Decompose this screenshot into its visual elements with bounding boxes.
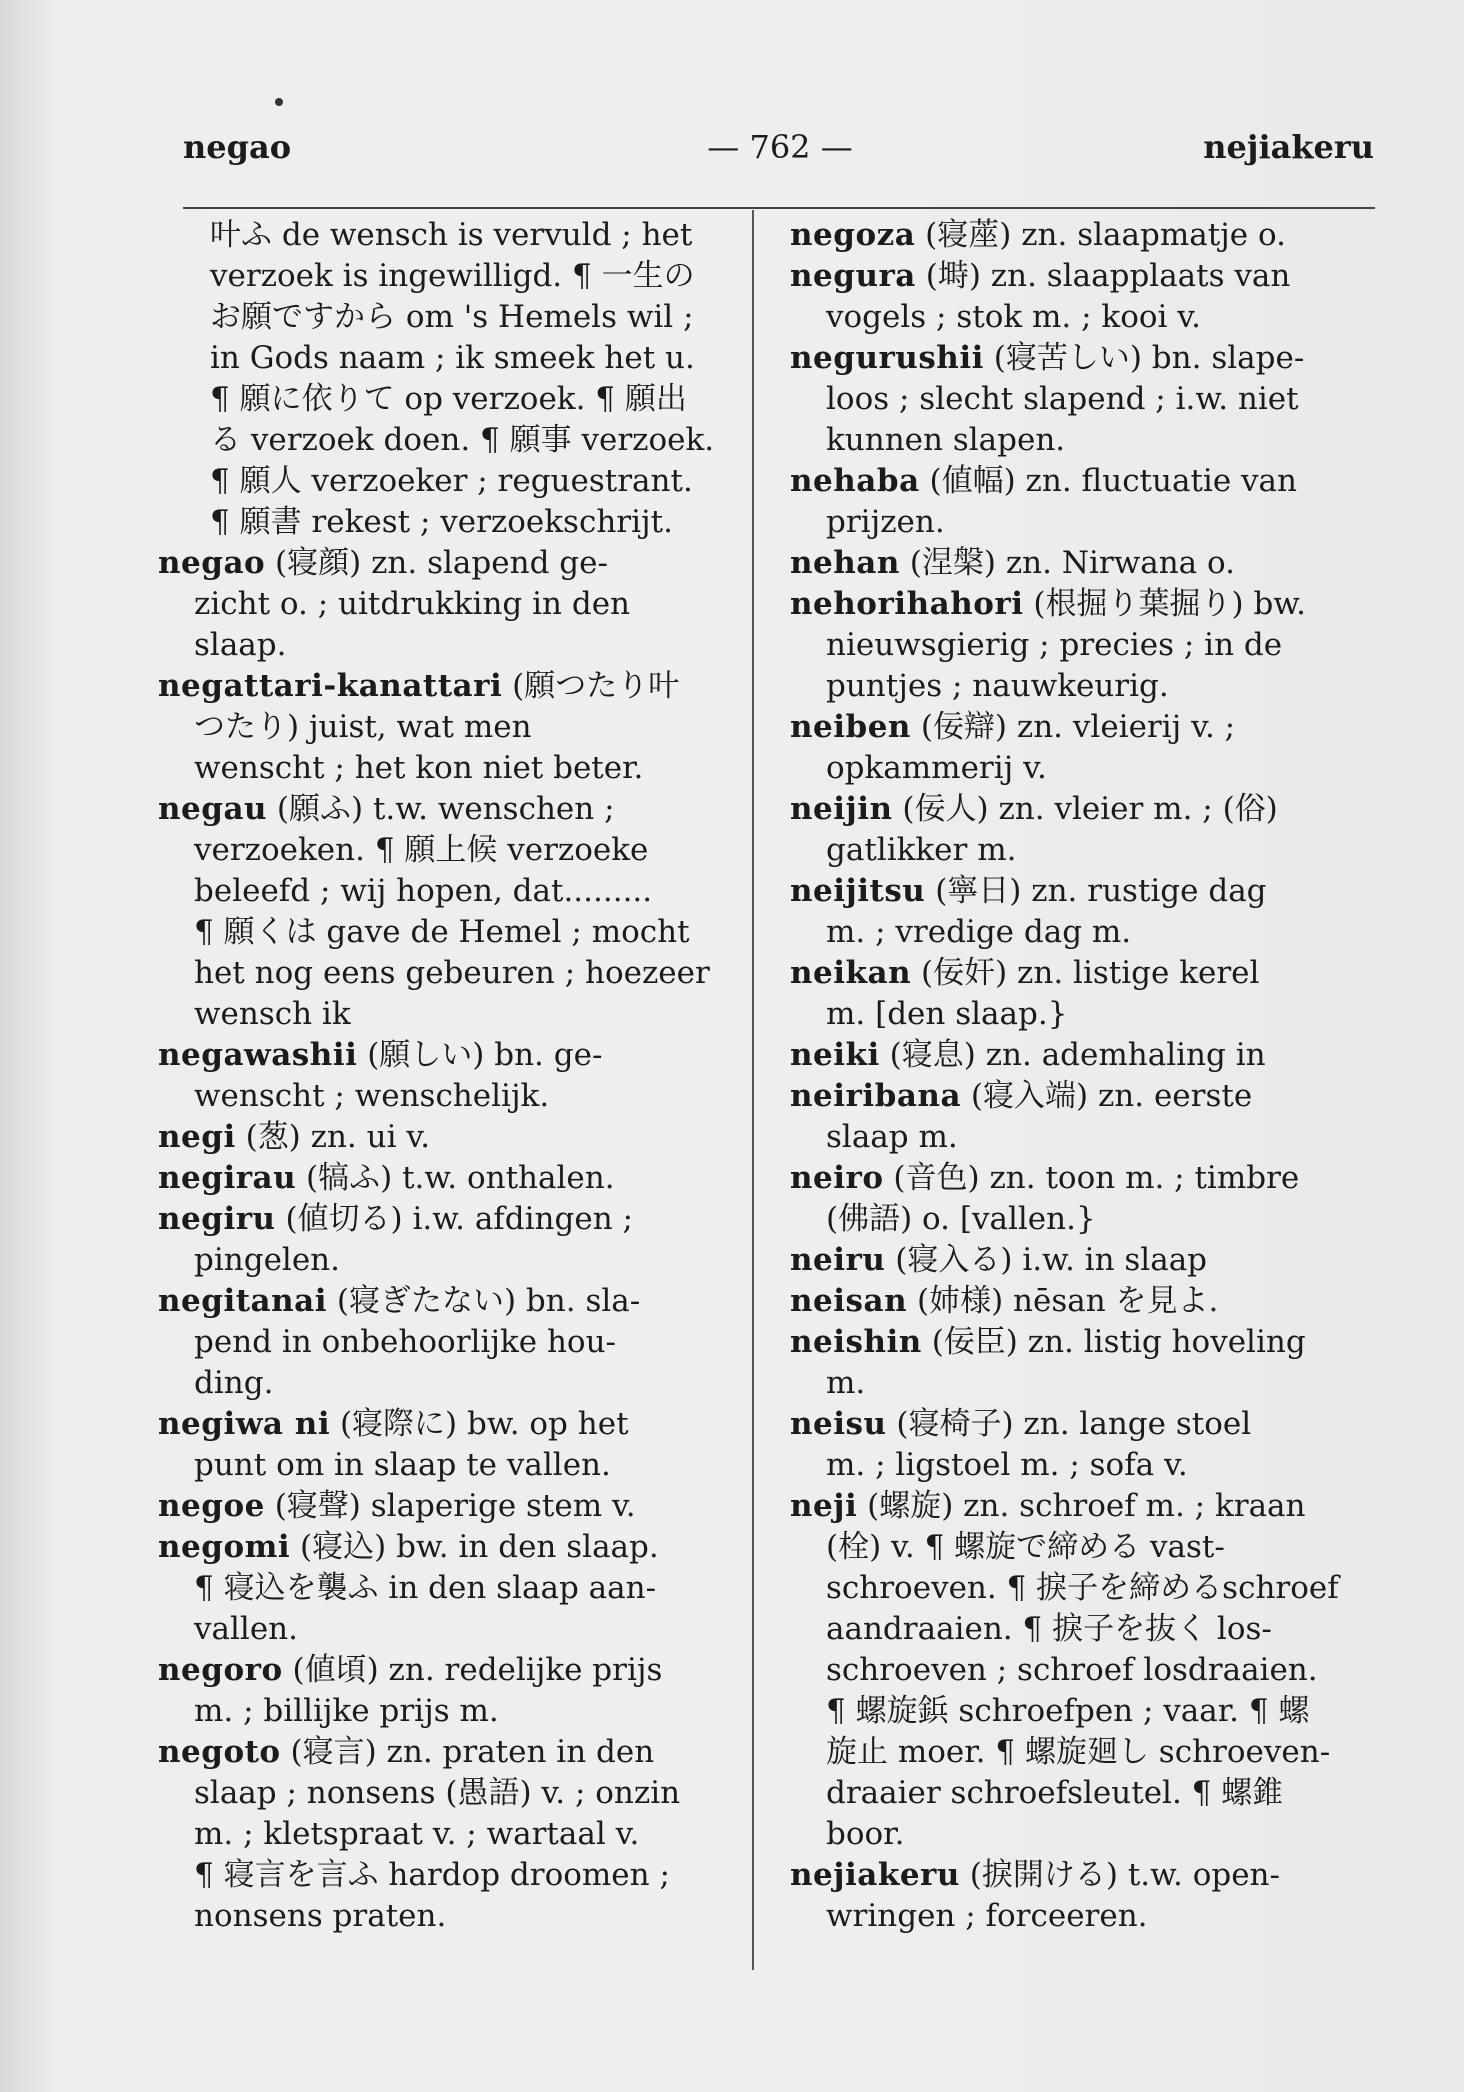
headword: negoza xyxy=(790,217,916,253)
entry-text: slaap. xyxy=(194,627,287,663)
continuation-line xyxy=(790,1814,1380,1855)
entry-text: お願ですから om 's Hemels wil ; xyxy=(210,299,694,335)
entry-text: (犒ふ) t.w. onthalen. xyxy=(296,1160,615,1196)
entry-line xyxy=(790,871,1380,912)
entry-text: verzoek is ingewilligd. ¶ 一生の xyxy=(210,258,695,294)
entry-line xyxy=(790,1240,1380,1281)
continuation-line xyxy=(790,1691,1380,1732)
headword: negoto xyxy=(158,1734,281,1770)
page-number: — 762 — xyxy=(707,128,853,166)
continuation-line xyxy=(790,1199,1380,1240)
entry-line xyxy=(158,1404,748,1445)
headword: negi xyxy=(158,1119,236,1155)
continuation-line xyxy=(790,297,1380,338)
entry-line xyxy=(790,215,1380,256)
entry-text: slaap ; nonsens (愚語) v. ; onzin xyxy=(194,1775,681,1811)
continuation-line xyxy=(158,748,748,789)
continuation-line xyxy=(158,953,748,994)
headword: neijitsu xyxy=(790,873,926,909)
ink-speck xyxy=(275,98,283,106)
continuation-line xyxy=(790,1445,1380,1486)
entry-text: aandraaien. ¶ 捩子を抜く los- xyxy=(826,1611,1272,1647)
header-rule xyxy=(183,207,1375,209)
continuation-line xyxy=(158,1076,748,1117)
headword: negomi xyxy=(158,1529,291,1565)
entry-text: m. ; billijke prijs m. xyxy=(194,1693,499,1729)
continuation-line xyxy=(158,1855,748,1896)
continuation-line xyxy=(158,1691,748,1732)
entry-text: nieuwsgierig ; precies ; in de xyxy=(826,627,1283,663)
entry-line xyxy=(790,1281,1380,1322)
entry-text: puntjes ; nauwkeurig. xyxy=(826,668,1169,704)
entry-text: ¶ 寝込を襲ふ in den slaap aan- xyxy=(194,1570,657,1606)
entry-text: (佞辯) zn. vleierij v. ; xyxy=(910,709,1236,745)
entry-text: ¶ 寝言を言ふ hardop droomen ; xyxy=(194,1857,670,1893)
entry-text: m. xyxy=(826,1365,866,1401)
headword: neiki xyxy=(790,1037,880,1073)
entry-text: (願しい) bn. ge- xyxy=(357,1037,603,1073)
headword: neishin xyxy=(790,1324,922,1360)
entry-text: wensch ik xyxy=(194,996,351,1032)
entry-text: ding. xyxy=(194,1365,274,1401)
headword: negoe xyxy=(158,1488,265,1524)
entry-text: (寝苦しい) bn. slape- xyxy=(983,340,1305,376)
headword: nehorihahori xyxy=(790,586,1024,622)
entry-text: loos ; slecht slapend ; i.w. niet xyxy=(826,381,1299,417)
headword: neisu xyxy=(790,1406,887,1442)
entry-line xyxy=(790,256,1380,297)
continuation-line xyxy=(158,830,748,871)
column-divider xyxy=(752,210,754,1970)
continuation-line xyxy=(158,1445,748,1486)
continuation-line xyxy=(158,707,748,748)
entry-text: つたり) juist, wat men xyxy=(194,709,532,745)
entry-text: m. ; ligstoel m. ; sofa v. xyxy=(826,1447,1188,1483)
headword: negawashii xyxy=(158,1037,358,1073)
entry-text: vogels ; stok m. ; kooi v. xyxy=(826,299,1201,335)
entry-text: (根掘り葉掘り) bw. xyxy=(1023,586,1306,622)
headword: nehaba xyxy=(790,463,920,499)
continuation-line xyxy=(158,1363,748,1404)
entry-text: in Gods naam ; ik smeek het u. xyxy=(210,340,695,376)
entry-text: ¶ 願書 rekest ; verzoekschrijt. xyxy=(210,504,673,540)
headword: neikan xyxy=(790,955,912,991)
entry-text: verzoeken. ¶ 願上候 verzoeke xyxy=(194,832,649,868)
headword: negiwa ni xyxy=(158,1406,331,1442)
continuation-line xyxy=(790,1732,1380,1773)
entry-text: (値切る) i.w. afdingen ; xyxy=(275,1201,633,1237)
entry-text: 旋止 moer. ¶ 螺旋廻し schroeven- xyxy=(826,1734,1331,1770)
entry-text: (寝込) bw. in den slaap. xyxy=(290,1529,659,1565)
entry-text: beleefd ; wij hopen, dat......... xyxy=(194,873,653,909)
left-column xyxy=(158,215,748,1937)
continuation-line xyxy=(158,420,748,461)
entry-text: 叶ふ de wensch is vervuld ; het xyxy=(210,217,693,253)
entry-line xyxy=(790,1855,1380,1896)
entry-line xyxy=(158,789,748,830)
entry-line xyxy=(158,1158,748,1199)
headword: nejiakeru xyxy=(790,1857,960,1893)
entry-text: (佞奸) zn. listige kerel xyxy=(911,955,1260,991)
continuation-line xyxy=(790,1363,1380,1404)
entry-text: る verzoek doen. ¶ 願事 verzoek. xyxy=(210,422,715,458)
entry-text: gatlikker m. xyxy=(826,832,1017,868)
entry-text: (佛語) o. [vallen.} xyxy=(826,1201,1096,1237)
entry-line xyxy=(158,1732,748,1773)
entry-line xyxy=(790,461,1380,502)
entry-line xyxy=(158,1486,748,1527)
entry-text: schroeven. ¶ 捩子を締めるschroef xyxy=(826,1570,1339,1606)
headword: negitanai xyxy=(158,1283,328,1319)
entry-text: (値頃) zn. redelijke prijs xyxy=(282,1652,663,1688)
continuation-line xyxy=(790,1896,1380,1937)
entry-text: ¶ 願人 verzoeker ; reguestrant. xyxy=(210,463,693,499)
continuation-line xyxy=(158,215,748,256)
entry-text: (願ふ) t.w. wenschen ; xyxy=(267,791,615,827)
continuation-line xyxy=(790,502,1380,543)
continuation-line xyxy=(158,1814,748,1855)
continuation-line xyxy=(158,871,748,912)
headword: neijin xyxy=(790,791,893,827)
continuation-line xyxy=(158,584,748,625)
entry-text: nonsens praten. xyxy=(194,1898,447,1934)
continuation-line xyxy=(158,1773,748,1814)
entry-text: m. ; vredige dag m. xyxy=(826,914,1132,950)
entry-text: (寝椅子) zn. lange stoel xyxy=(886,1406,1252,1442)
headword: neisan xyxy=(790,1283,908,1319)
entry-text: (寧日) zn. rustige dag xyxy=(925,873,1267,909)
continuation-line xyxy=(790,994,1380,1035)
continuation-line xyxy=(158,1322,748,1363)
headword: neiro xyxy=(790,1160,884,1196)
entry-text: (寝入る) i.w. in slaap xyxy=(885,1242,1208,1278)
entry-text: (寝言) zn. praten in den xyxy=(280,1734,655,1770)
running-head-left: negao xyxy=(183,128,292,166)
entry-line xyxy=(790,953,1380,994)
entry-text: (寝ぎたない) bn. sla- xyxy=(327,1283,641,1319)
entry-text: ¶ 願くは gave de Hemel ; mocht xyxy=(194,914,690,950)
entry-text: zicht o. ; uitdrukking in den xyxy=(194,586,631,622)
entry-text: (姉様) nēsan を見よ. xyxy=(907,1283,1219,1319)
entry-line xyxy=(158,1199,748,1240)
continuation-line xyxy=(790,1609,1380,1650)
entry-text: (塒) zn. slaapplaats van xyxy=(915,258,1291,294)
entry-text: prijzen. xyxy=(826,504,945,540)
continuation-line xyxy=(158,1568,748,1609)
entry-text: (佞人) zn. vleier m. ; (俗) xyxy=(892,791,1278,827)
entry-text: wenscht ; het kon niet beter. xyxy=(194,750,644,786)
entry-text: het nog eens gebeuren ; hoezeer xyxy=(194,955,710,991)
continuation-line xyxy=(790,1117,1380,1158)
entry-line xyxy=(790,707,1380,748)
entry-text: boor. xyxy=(826,1816,905,1852)
entry-line xyxy=(158,1527,748,1568)
entry-text: (捩開ける) t.w. open- xyxy=(959,1857,1280,1893)
continuation-line xyxy=(158,912,748,953)
entry-text: wringen ; forceeren. xyxy=(826,1898,1148,1934)
entry-text: m. [den slaap.} xyxy=(826,996,1068,1032)
entry-text: (栓) v. ¶ 螺旋で締める vast- xyxy=(826,1529,1225,1565)
continuation-line xyxy=(790,1773,1380,1814)
running-head-right: nejiakeru xyxy=(1203,128,1374,166)
entry-text: vallen. xyxy=(194,1611,298,1647)
entry-text: wenscht ; wenschelijk. xyxy=(194,1078,550,1114)
entry-line xyxy=(790,1404,1380,1445)
entry-line xyxy=(790,543,1380,584)
headword: negurushii xyxy=(790,340,984,376)
continuation-line xyxy=(790,666,1380,707)
continuation-line xyxy=(790,1527,1380,1568)
entry-line xyxy=(790,1322,1380,1363)
entry-line xyxy=(790,1158,1380,1199)
entry-line xyxy=(158,666,748,707)
continuation-line xyxy=(790,420,1380,461)
entry-line xyxy=(790,338,1380,379)
entry-text: (寝入端) zn. eerste xyxy=(961,1078,1253,1114)
entry-text: (螺旋) zn. schroef m. ; kraan xyxy=(857,1488,1306,1524)
continuation-line xyxy=(158,297,748,338)
entry-line xyxy=(158,1650,748,1691)
entry-text: opkammerij v. xyxy=(826,750,1047,786)
entry-line xyxy=(790,1486,1380,1527)
continuation-line xyxy=(158,256,748,297)
continuation-line xyxy=(790,1650,1380,1691)
continuation-line xyxy=(158,379,748,420)
headword: neiribana xyxy=(790,1078,962,1114)
entry-text: (寝蓙) zn. slaapmatje o. xyxy=(915,217,1286,253)
continuation-line xyxy=(158,338,748,379)
entry-text: ¶ 願に依りて op verzoek. ¶ 願出 xyxy=(210,381,687,417)
headword: negattari-kanattari xyxy=(158,668,503,704)
continuation-line xyxy=(158,994,748,1035)
headword: neji xyxy=(790,1488,858,1524)
entry-line xyxy=(790,584,1380,625)
entry-text: (値幅) zn. fluctuatie van xyxy=(919,463,1297,499)
entry-line xyxy=(158,1281,748,1322)
entry-text: schroeven ; schroef losdraaien. xyxy=(826,1652,1318,1688)
entry-text: (寝息) zn. ademhaling in xyxy=(879,1037,1266,1073)
continuation-line xyxy=(790,1568,1380,1609)
entry-line xyxy=(790,1076,1380,1117)
headword: negau xyxy=(158,791,268,827)
headword: neiben xyxy=(790,709,911,745)
entry-text: (佞臣) zn. listig hoveling xyxy=(921,1324,1306,1360)
continuation-line xyxy=(790,912,1380,953)
headword: neiru xyxy=(790,1242,886,1278)
entry-text: punt om in slaap te vallen. xyxy=(194,1447,611,1483)
continuation-line xyxy=(158,1609,748,1650)
headword: negoro xyxy=(158,1652,283,1688)
continuation-line xyxy=(158,502,748,543)
continuation-line xyxy=(790,748,1380,789)
entry-text: kunnen slapen. xyxy=(826,422,1066,458)
continuation-line xyxy=(158,1240,748,1281)
continuation-line xyxy=(158,1896,748,1937)
entry-text: (葱) zn. ui v. xyxy=(235,1119,431,1155)
entry-line xyxy=(158,1117,748,1158)
entry-text: (涅槃) zn. Nirwana o. xyxy=(899,545,1235,581)
entry-line xyxy=(790,1035,1380,1076)
entry-text: (寝際に) bw. op het xyxy=(330,1406,629,1442)
right-column xyxy=(790,215,1380,1937)
headword: negura xyxy=(790,258,916,294)
entry-text: slaap m. xyxy=(826,1119,958,1155)
entry-line xyxy=(158,543,748,584)
entry-text: (寝聲) slaperige stem v. xyxy=(264,1488,636,1524)
entry-text: m. ; kletspraat v. ; wartaal v. xyxy=(194,1816,640,1852)
entry-text: (音色) zn. toon m. ; timbre xyxy=(883,1160,1300,1196)
continuation-line xyxy=(158,625,748,666)
entry-text: draaier schroefsleutel. ¶ 螺錐 xyxy=(826,1775,1284,1811)
continuation-line xyxy=(158,461,748,502)
entry-text: (寝顔) zn. slapend ge- xyxy=(265,545,608,581)
headword: negao xyxy=(158,545,266,581)
entry-line xyxy=(158,1035,748,1076)
headword: negirau xyxy=(158,1160,297,1196)
continuation-line xyxy=(790,379,1380,420)
continuation-line xyxy=(790,830,1380,871)
entry-line xyxy=(790,789,1380,830)
entry-text: pingelen. xyxy=(194,1242,340,1278)
entry-text: ¶ 螺旋鋲 schroefpen ; vaar. ¶ 螺 xyxy=(826,1693,1310,1729)
entry-text: (願つたり叶 xyxy=(502,668,680,704)
entry-text: pend in onbehoorlijke hou- xyxy=(194,1324,617,1360)
headword: nehan xyxy=(790,545,900,581)
continuation-line xyxy=(790,625,1380,666)
headword: negiru xyxy=(158,1201,276,1237)
